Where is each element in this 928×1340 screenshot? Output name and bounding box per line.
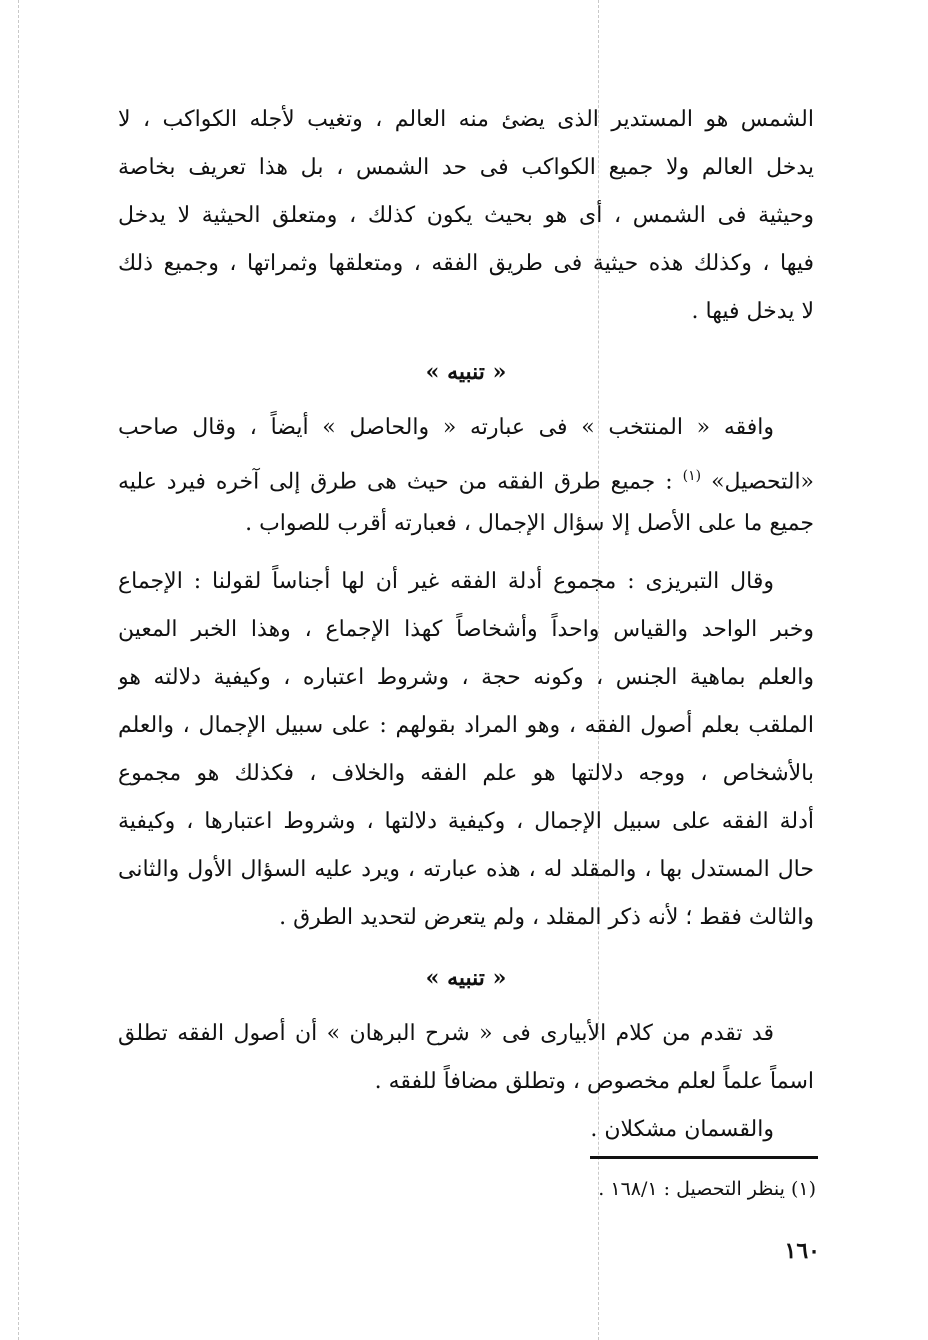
footnote: (١) ينظر التحصيل : ١٦٨/١ . [598,1178,816,1200]
text-line: جميع ما على الأصل إلا سؤال الإجمال ، فعبارته أقرب للصواب . [245,511,814,536]
text-line: وخبر الواحد والقياس واحداً وأشخاصاً كهذا الإجماع ، وهذا الخبر المعين [118,617,814,642]
scan-artifact-line [18,0,19,1340]
paragraph-gap [118,548,814,558]
text-line: وحيثية فى الشمس ، أى هو بحيث يكون كذلك ، ومتعلق الحيثية لا يدخل [118,203,814,228]
paragraph-1 [118,96,814,336]
text-line: اسماً علماً لعلم مخصوص ، وتطلق مضافاً للفقه . [374,1069,814,1094]
text-line: أدلة الفقه على سبيل الإجمال ، وكيفية دلالتها ، وشروط اعتبارها ، وكيفية [118,809,814,834]
text-line: يدخل العالم ولا جميع الكواكب فى حد الشمس ، بل هذا تعريف بخاصة [118,155,814,180]
text-line: وقال التبريزى : مجموع أدلة الفقه غير أن لها أجناساً لقولنا : الإجماع [118,569,774,594]
text-line: والعلم بماهية الجنس ، وكونه حجة ، وشروط اعتباره ، وكيفية دلالته هو [118,665,814,690]
text-line: وافقه « المنتخب » فى عبارته « والحاصل » أيضاً ، وقال صاحب [118,415,774,440]
page-body [118,96,814,1154]
page-number: ١٦٠ [784,1238,820,1264]
quoted-title: «التحصيل» [711,469,814,495]
paragraph-3 [118,558,814,942]
text-line: قد تقدم من كلام الأبيارى فى « شرح البرهان » أن أصول الفقه تطلق [118,1021,774,1046]
paragraph-5 [118,1106,814,1154]
text-line: الشمس هو المستدير الذى يضئ منه العالم ، وتغيب لأجله الكواكب ، لا [118,107,814,132]
text-line: بالأشخاص ، ووجه دلالتها هو علم الفقه والخلاف ، فكذلك هو مجموع [118,761,814,786]
text-line [118,452,814,500]
footnote-divider [590,1156,818,1159]
text-line: فيها ، وكذلك هذه حيثية فى طريق الفقه ، ومتعلقها وثمراتها ، وجميع ذلك [118,251,814,276]
text-fragment: : جميع طرق الفقه من حيث هى طرق إلى آخره فيرد عليه [118,469,673,495]
section-heading: « تنبيه » [425,965,507,991]
text-line: حال المستدل بها ، والمقلد له ، هذه عبارته ، ويرد عليه السؤال الأول والثانى [118,857,814,882]
text-line: لا يدخل فيها . [691,299,814,324]
section-heading: « تنبيه » [425,359,507,385]
paragraph-4 [118,1010,814,1106]
text-line: والقسمان مشكلان . [590,1117,774,1142]
footnote-reference: (١) [682,468,702,484]
text-line: والثالث فقط ؛ لأنه ذكر المقلد ، ولم يتعرض لتحديد الطرق . [279,905,814,930]
paragraph-2 [118,404,814,548]
text-line: الملقب بعلم أصول الفقه ، وهو المراد بقولهم : على سبيل الإجمال ، والعلم [118,713,814,738]
